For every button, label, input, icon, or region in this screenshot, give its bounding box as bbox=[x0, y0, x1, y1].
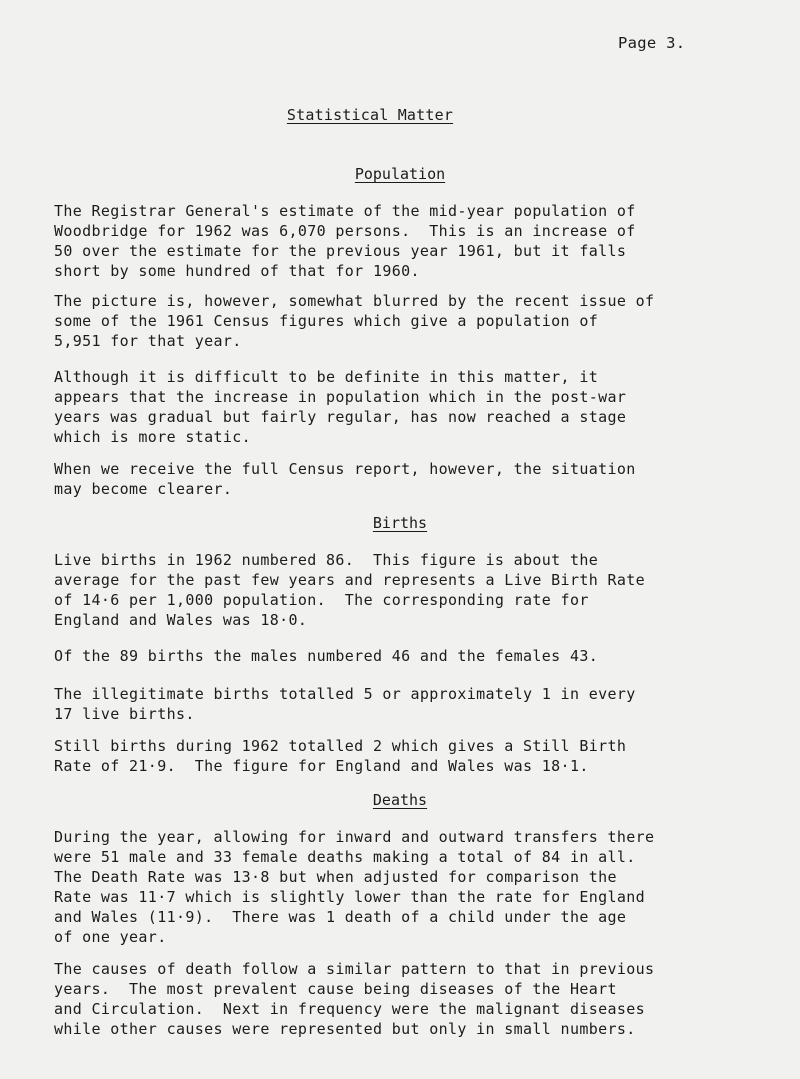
population-paragraph-2: The picture is, however, somewhat blurred by the recent issue of some of the 1961 Census figures which give a population of 5,951 for that year. bbox=[54, 292, 655, 350]
births-paragraph-2: Of the 89 births the males numbered 46 and the females 43. bbox=[54, 647, 599, 665]
deaths-paragraph-1: During the year, allowing for inward and outward transfers there were 51 male and 33 female deaths making a total of 84 in all. The Death Rate was 13·8 but when adjusted for comparison the Rate was 11·7 which is slightly lower than the rate for England and Wales (11·9). There was 1 death of a child under the age of one year. bbox=[54, 828, 655, 946]
births-heading: Births bbox=[372, 514, 428, 532]
population-paragraph-1: The Registrar General's estimate of the mid-year population of Woodbridge for 1962 was 6,070 persons. This is an increase of 50 over the estimate for the previous year 1961, but it falls short by some hundred of that for 1960. bbox=[54, 202, 636, 280]
document-title: Statistical Matter bbox=[286, 106, 454, 124]
population-paragraph-3: Although it is difficult to be definite in this matter, it appears that the increase in population which in the post-war years was gradual but fairly regular, has now reached a stage which is more static. bbox=[54, 368, 627, 446]
births-paragraph-3: The illegitimate births totalled 5 or approximately 1 in every 17 live births. bbox=[54, 685, 636, 723]
page-number: Page 3. bbox=[618, 34, 686, 52]
deaths-heading: Deaths bbox=[372, 791, 428, 809]
deaths-paragraph-2: The causes of death follow a similar pattern to that in previous years. The most prevalent cause being diseases of the Heart and Circulation. Next in frequency were the malignant diseases while other causes were represented but only in small numbers. bbox=[54, 960, 655, 1038]
births-paragraph-1: Live births in 1962 numbered 86. This figure is about the average for the past few years and represents a Live Birth Rate of 14·6 per 1,000 population. The corresponding rate for England and Wales was 18·0. bbox=[54, 551, 645, 629]
population-paragraph-4: When we receive the full Census report, however, the situation may become clearer. bbox=[54, 460, 636, 498]
births-paragraph-4: Still births during 1962 totalled 2 which gives a Still Birth Rate of 21·9. The figure for England and Wales was 18·1. bbox=[54, 737, 627, 775]
population-heading: Population bbox=[354, 165, 446, 183]
